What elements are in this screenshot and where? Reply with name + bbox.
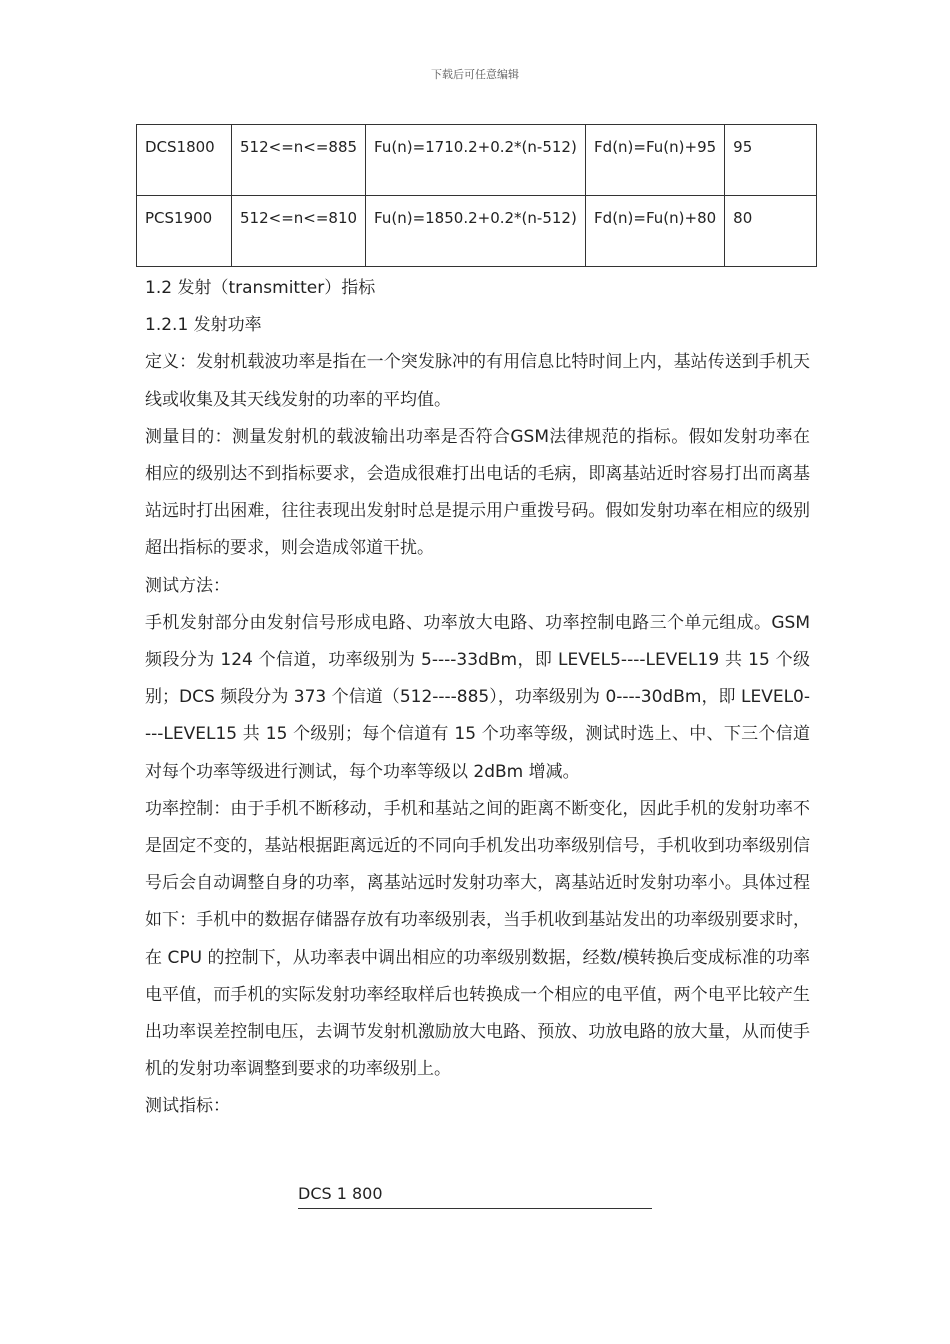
table-cell: 512<=n<=810 <box>232 196 366 267</box>
subsection-heading: 1.2.1 发射功率 <box>145 315 262 336</box>
definition-paragraph: 定义：发射机载波功率是指在一个突发脉冲的有用信息比特时间上内，基站传送到手机天线或收集及其天线发射的功率的平均值。 <box>145 352 810 410</box>
table-cell: DCS1800 <box>137 125 232 196</box>
section-heading: 1.2 发射（transmitter）指标 <box>145 278 376 298</box>
document-body <box>145 270 810 1126</box>
table-row <box>137 196 817 267</box>
method-label: 测试方法： <box>145 575 230 596</box>
power-control-paragraph: 功率控制：由于手机不断移动，手机和基站之间的距离不断变化，因此手机的发射功率不是固定不变的，基站根据距离远近的不同向手机发出功率级别信号，手机收到功率级别信号后会自动调整自身的功率，离基站远时发射功率大，离基站近时发射功率小。具体过程如下：手机中的数据存储器存放有功率级别表，当手机收到基站发出的功率级别要求时，在 CPU 的控制下，从功率表中调出相应的功率级别数据，经数/模转换后变成标准的功率电平值，而手机的实际发射功率经取样后也转换成一个相应的电平值，两个电平比较产生出功率误差控制电压，去调节发射机激励放大电路、预放、功放电路的放大量，从而使手机的发射功率调整到要求的功率级别上。 <box>145 798 810 1080</box>
purpose-paragraph: 测量目的：测量发射机的载波输出功率是否符合GSM法律规范的指标。假如发射功率在相应的级别达不到指标要求，会造成很难打出电话的毛病，即离基站近时容易打出而离基站远时打出困难，往往表现出发射时总是提示用户重拨号码。假如发射功率在相应的级别超出指标的要求，则会造成邻道干扰。 <box>145 426 810 559</box>
frequency-table <box>136 124 817 267</box>
table-cell: PCS1900 <box>137 196 232 267</box>
table-cell: Fd(n)=Fu(n)+80 <box>586 196 725 267</box>
table-cell: 512<=n<=885 <box>232 125 366 196</box>
spec-label: 测试指标： <box>145 1096 230 1117</box>
table-row <box>137 125 817 196</box>
sub-table-title: DCS 1 800 <box>298 1184 652 1209</box>
table-cell: 95 <box>725 125 817 196</box>
table-cell: Fu(n)=1850.2+0.2*(n-512) <box>366 196 586 267</box>
method-paragraph: 手机发射部分由发射信号形成电路、功率放大电路、功率控制电路三个单元组成。GSM 频段分为 124 个信道，功率级别为 5----33dBm，即 LEVEL5----LEVEL19 共 15 个级别；DCS 频段分为 373 个信道（512----885），功率级别为 0----30dBm，即 LEVEL0----LEVEL15 共 15 个级别；每个信道有 15 个功率等级，测试时选上、中、下三个信道对每个功率等级进行测试，每个功率等级以 2dBm 增减。 <box>145 612 810 782</box>
table-cell: Fd(n)=Fu(n)+95 <box>586 125 725 196</box>
page-header: 下载后可任意编辑 <box>431 68 519 81</box>
table-cell: Fu(n)=1710.2+0.2*(n-512) <box>366 125 586 196</box>
table-cell: 80 <box>725 196 817 267</box>
